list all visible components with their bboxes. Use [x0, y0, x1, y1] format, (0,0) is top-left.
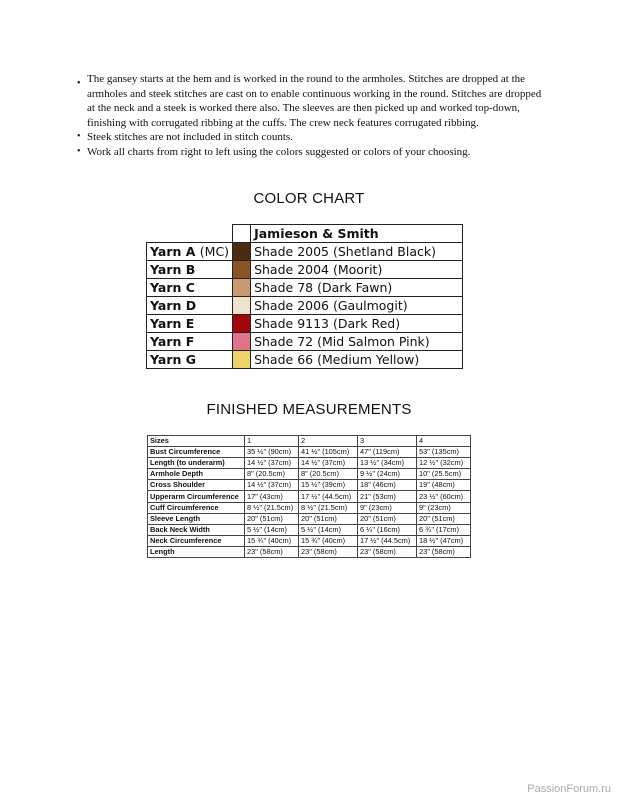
notes-list — [76, 72, 546, 160]
measurement-value: 14 ½" (37cm) — [245, 480, 299, 491]
measurement-value: 18 ½" (47cm) — [417, 535, 471, 546]
measurement-value: 5 ½" (14cm) — [299, 524, 358, 535]
measurement-value: 21" (53cm) — [358, 491, 417, 502]
measurement-label: Armhole Depth — [148, 469, 245, 480]
shade-label: Shade 9113 (Dark Red) — [251, 315, 463, 333]
measurement-label: Back Neck Width — [148, 524, 245, 535]
measurement-row — [148, 502, 471, 513]
yarn-name: Yarn F — [150, 334, 195, 349]
note-item: • Steek stitches are not included in stitch counts. — [76, 130, 546, 145]
measurement-value: 23" (58cm) — [299, 546, 358, 557]
measurements-table — [147, 435, 471, 558]
shade-label: Shade 66 (Medium Yellow) — [251, 351, 463, 369]
color-chart-title: COLOR CHART — [253, 190, 365, 207]
measurement-value: 13 ½" (34cm) — [358, 458, 417, 469]
measurement-label: Upperarm Circumference — [148, 491, 245, 502]
measurement-value: 10" (25.5cm) — [417, 469, 471, 480]
measurement-value: 1 — [245, 436, 299, 447]
color-swatch — [233, 261, 251, 279]
measurement-value: 20" (51cm) — [417, 513, 471, 524]
measurement-label: Sleeve Length — [148, 513, 245, 524]
measurement-value: 12 ½" (32cm) — [417, 458, 471, 469]
header-swatch-cell — [233, 225, 251, 243]
color-swatch — [233, 333, 251, 351]
brand-header: Jamieson & Smith — [251, 225, 463, 243]
measurement-value: 9 ½" (24cm) — [358, 469, 417, 480]
measurement-row — [148, 513, 471, 524]
sizes-header-row — [148, 436, 471, 447]
measurement-value: 41 ½" (105cm) — [299, 447, 358, 458]
color-swatch — [233, 279, 251, 297]
measurement-label: Length (to underarm) — [148, 458, 245, 469]
measurement-value: 23" (58cm) — [358, 546, 417, 557]
measurement-value: 35 ½" (90cm) — [245, 447, 299, 458]
measurement-value: 14 ½" (37cm) — [299, 458, 358, 469]
measurement-value: 9" (23cm) — [417, 502, 471, 513]
header-blank-cell — [147, 225, 233, 243]
yarn-name-cell — [147, 261, 233, 279]
yarn-name: Yarn C — [150, 280, 195, 295]
measurement-value: 20" (51cm) — [299, 513, 358, 524]
measurement-value: 8 ½" (21.5cm) — [245, 502, 299, 513]
measurement-label: Cross Shoulder — [148, 480, 245, 491]
measurement-value: 19" (48cm) — [417, 480, 471, 491]
measurement-value: 17 ½" (44.5cm) — [299, 491, 358, 502]
watermark: PassionForum.ru — [527, 783, 611, 795]
measurement-value: 8 ½" (21.5cm) — [299, 502, 358, 513]
measurement-value: 5 ½" (14cm) — [245, 524, 299, 535]
yarn-row — [147, 333, 463, 351]
measurement-row — [148, 458, 471, 469]
measurement-value: 18" (46cm) — [358, 480, 417, 491]
measurements-title: FINISHED MEASUREMENTS — [206, 401, 412, 418]
measurement-row — [148, 447, 471, 458]
measurement-value: 8" (20.5cm) — [299, 469, 358, 480]
yarn-name-cell — [147, 243, 233, 261]
measurement-label: Cuff Circumference — [148, 502, 245, 513]
yarn-name-cell — [147, 315, 233, 333]
color-swatch — [233, 297, 251, 315]
measurement-value: 3 — [358, 436, 417, 447]
measurement-row — [148, 469, 471, 480]
measurement-value: 8" (20.5cm) — [245, 469, 299, 480]
shade-label: Shade 2004 (Moorit) — [251, 261, 463, 279]
note-item: • Work all charts from right to left using the colors suggested or colors of your choosing. — [76, 145, 546, 160]
measurement-label: Bust Circumference — [148, 447, 245, 458]
color-swatch — [233, 315, 251, 333]
yarn-name-cell — [147, 351, 233, 369]
measurement-row — [148, 546, 471, 557]
color-chart-table — [146, 224, 463, 369]
measurement-value: 9" (23cm) — [358, 502, 417, 513]
color-chart-header-row — [147, 225, 463, 243]
measurement-value: 20" (51cm) — [245, 513, 299, 524]
yarn-name: Yarn A — [150, 244, 196, 259]
yarn-suffix: (MC) — [199, 244, 230, 259]
measurement-row — [148, 524, 471, 535]
measurement-value: 14 ½" (37cm) — [245, 458, 299, 469]
yarn-row — [147, 297, 463, 315]
measurement-row — [148, 491, 471, 502]
shade-label: Shade 72 (Mid Salmon Pink) — [251, 333, 463, 351]
measurement-value: 23 ½" (60cm) — [417, 491, 471, 502]
yarn-row — [147, 243, 463, 261]
measurement-label: Neck Circumference — [148, 535, 245, 546]
measurement-value: 6 ¼" (16cm) — [358, 524, 417, 535]
measurement-value: 53" (135cm) — [417, 447, 471, 458]
note-item: • The gansey starts at the hem and is worked in the round to the armholes. Stitches are dropped at the armholes and steek stitches are cast on to enable continuous working in the round. Stitches are dropped at the neck and a steek is worked there also. The sleeves are then picked up and worked top-down, finishing with corrugated ribbing at the cuffs. The crew neck features corrugated ribbing. — [76, 72, 546, 130]
measurement-value: 47" (119cm) — [358, 447, 417, 458]
yarn-name: Yarn G — [150, 352, 197, 367]
measurement-value: 15 ¾" (40cm) — [299, 535, 358, 546]
yarn-row — [147, 261, 463, 279]
measurement-value: 17 ½" (44.5cm) — [358, 535, 417, 546]
yarn-name: Yarn B — [150, 262, 196, 277]
color-swatch — [233, 351, 251, 369]
yarn-row — [147, 351, 463, 369]
measurement-label: Sizes — [148, 436, 245, 447]
shade-label: Shade 78 (Dark Fawn) — [251, 279, 463, 297]
measurement-row — [148, 480, 471, 491]
yarn-row — [147, 279, 463, 297]
measurement-value: 20" (51cm) — [358, 513, 417, 524]
yarn-name-cell — [147, 297, 233, 315]
measurement-value: 6 ¾" (17cm) — [417, 524, 471, 535]
measurement-label: Length — [148, 546, 245, 557]
measurement-value: 17" (43cm) — [245, 491, 299, 502]
yarn-name-cell — [147, 279, 233, 297]
shade-label: Shade 2005 (Shetland Black) — [251, 243, 463, 261]
yarn-name: Yarn D — [150, 298, 197, 313]
yarn-name: Yarn E — [150, 316, 195, 331]
color-swatch — [233, 243, 251, 261]
measurement-value: 4 — [417, 436, 471, 447]
measurement-value: 15 ½" (39cm) — [299, 480, 358, 491]
yarn-name-cell — [147, 333, 233, 351]
measurement-value: 23" (58cm) — [245, 546, 299, 557]
measurement-value: 15 ¾" (40cm) — [245, 535, 299, 546]
shade-label: Shade 2006 (Gaulmogit) — [251, 297, 463, 315]
yarn-row — [147, 315, 463, 333]
measurement-value: 2 — [299, 436, 358, 447]
measurement-row — [148, 535, 471, 546]
measurement-value: 23" (58cm) — [417, 546, 471, 557]
